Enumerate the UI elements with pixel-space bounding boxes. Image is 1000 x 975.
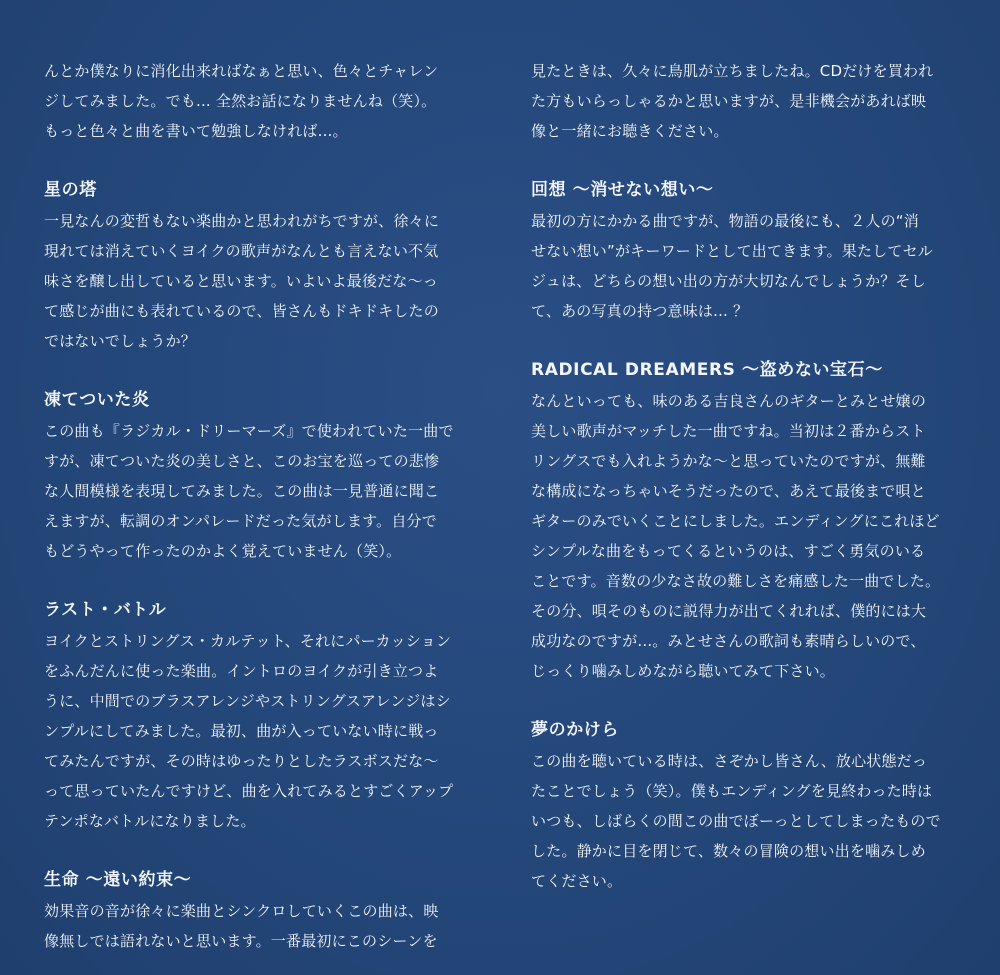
section-heading: ラスト・バトル xyxy=(44,600,167,620)
text-line: ンプルにしてみました。最初、曲が入っていない時に戦っ xyxy=(44,722,439,740)
section-body xyxy=(44,416,476,566)
section-body xyxy=(44,896,476,956)
text-line: って思っていたんですけど、曲を入れてみるとすごくアップ xyxy=(44,782,454,800)
text-line: もどうやって作ったのかよく覚えていません（笑）。 xyxy=(44,542,402,560)
text-line: 効果音の音が徐々に楽曲とシンクロしていくこの曲は、映 xyxy=(44,902,439,920)
left-intro-paragraph xyxy=(44,56,476,146)
text-line: じっくり噛みしめながら聴いてみて下さい。 xyxy=(531,662,836,680)
text-line: もっと色々と曲を書いて勉強しなければ...。 xyxy=(44,122,348,140)
section-yume-no-kakera xyxy=(531,714,971,896)
text-line: えますが、転調のオンパレードだった気がします。自分で xyxy=(44,512,437,530)
text-line: て、あの写真の持つ意味は... ？ xyxy=(531,302,749,320)
text-line: リングスでも入れようかな〜と思っていたのですが、無難 xyxy=(531,452,926,470)
section-inochi xyxy=(44,864,476,956)
right-column xyxy=(531,56,971,896)
text-line: た方もいらっしゃるかと思いますが、是非機会があれば映 xyxy=(531,92,927,110)
section-last-battle xyxy=(44,594,476,836)
text-line: 見たときは、久々に鳥肌が立ちましたね。CDだけを買われ xyxy=(531,62,934,80)
section-heading: 星の塔 xyxy=(44,180,97,200)
text-line: 像と一緒にお聴きください。 xyxy=(531,122,729,140)
section-heading: 夢のかけら xyxy=(531,720,619,740)
text-line: この曲も『ラジカル・ドリーマーズ』で使われていた一曲で xyxy=(44,422,454,440)
text-line: ではないでしょうか？ xyxy=(44,332,197,350)
text-line: 味さを醸し出していると思います。いよいよ最後だな〜っ xyxy=(44,272,439,290)
text-line: いつも、しばらくの間この曲でぼーっとしてしまったもので xyxy=(531,812,941,830)
text-line: すが、凍てついた炎の美しさと、このお宝を巡っての悲惨 xyxy=(44,452,440,470)
text-line: をふんだんに使った楽曲。イントロのヨイクが引き立つよ xyxy=(44,662,439,680)
section-heading: 回想 〜消せない想い〜 xyxy=(531,180,714,200)
text-line: その分、唄そのものに説得力が出てくれれば、僕的には大 xyxy=(531,602,927,620)
text-line: ヨイクとストリングス・カルテット、それにパーカッション xyxy=(44,632,452,650)
text-line: ギターのみでいくことにしました。エンディングにこれほど xyxy=(531,512,940,530)
section-heading: 生命 〜遠い約束〜 xyxy=(44,870,192,890)
text-line: んとか僕なりに消化出来ればなぁと思い、色々とチャレン xyxy=(44,62,439,80)
text-line: 成功なのですが...。みとせさんの歌詞も素晴らしいので、 xyxy=(531,632,926,650)
section-body xyxy=(531,746,971,896)
section-heading: 凍てついた炎 xyxy=(44,390,150,410)
text-line: たことでしょう（笑）。僕もエンディングを見終わった時は xyxy=(531,782,933,800)
text-line: ことです。音数の少なさ故の難しさを痛感した一曲でした。 xyxy=(531,572,941,590)
text-line: せない想い”がキーワードとして出てきます。果たしてセル xyxy=(531,242,933,260)
section-body xyxy=(44,206,476,356)
section-radical-dreamers xyxy=(531,354,971,686)
text-line: なんといっても、味のある吉良さんのギターとみとせ嬢の xyxy=(531,392,927,410)
section-kaisou xyxy=(531,174,971,326)
section-heading: RADICAL DREAMERS 〜盗めない宝石〜 xyxy=(531,360,883,380)
text-line: てください。 xyxy=(531,872,623,890)
text-line: シンプルな曲をもってくるというのは、すごく勇気のいる xyxy=(531,542,926,560)
left-column xyxy=(44,56,476,956)
text-line: テンポなバトルになりました。 xyxy=(44,812,256,830)
right-intro-paragraph xyxy=(531,56,971,146)
text-line: 一見なんの変哲もない楽曲かと思われがちですが、徐々に xyxy=(44,212,440,230)
text-line: 現れては消えていくヨイクの歌声がなんとも言えない不気 xyxy=(44,242,439,260)
text-line: うに、中間でのブラスアレンジやストリングスアレンジはシ xyxy=(44,692,451,710)
text-line: て感じが曲にも表れているので、皆さんもドキドキしたの xyxy=(44,302,439,320)
section-body xyxy=(531,206,971,326)
section-body xyxy=(44,626,476,836)
text-line: 最初の方にかかる曲ですが、物語の最後にも、２人の“消 xyxy=(531,212,919,230)
text-line: ジュは、どちらの想い出の方が大切なんでしょうか？そし xyxy=(531,272,926,290)
text-line: な構成になっちゃいそうだったので、あえて最後まで唄と xyxy=(531,482,926,500)
text-line: ジしてみました。でも... 全然お話になりませんね（笑）。 xyxy=(44,92,437,110)
text-line: 美しい歌声がマッチした一曲ですね。当初は２番からスト xyxy=(531,422,926,440)
section-itetsuita-honoo xyxy=(44,384,476,566)
text-line: した。静かに目を閉じて、数々の冒険の想い出を噛みしめ xyxy=(531,842,926,860)
text-line: な人間模様を表現してみました。この曲は一見普通に聞こ xyxy=(44,482,440,500)
text-line: この曲を聴いている時は、さぞかし皆さん、放心状態だっ xyxy=(531,752,928,770)
text-line: てみたんですが、その時はゆったりとしたラスボスだな〜 xyxy=(44,752,439,770)
text-line: 像無しでは語れないと思います。一番最初にこのシーンを xyxy=(44,932,438,950)
section-body xyxy=(531,386,971,686)
section-hoshi-no-tou xyxy=(44,174,476,356)
